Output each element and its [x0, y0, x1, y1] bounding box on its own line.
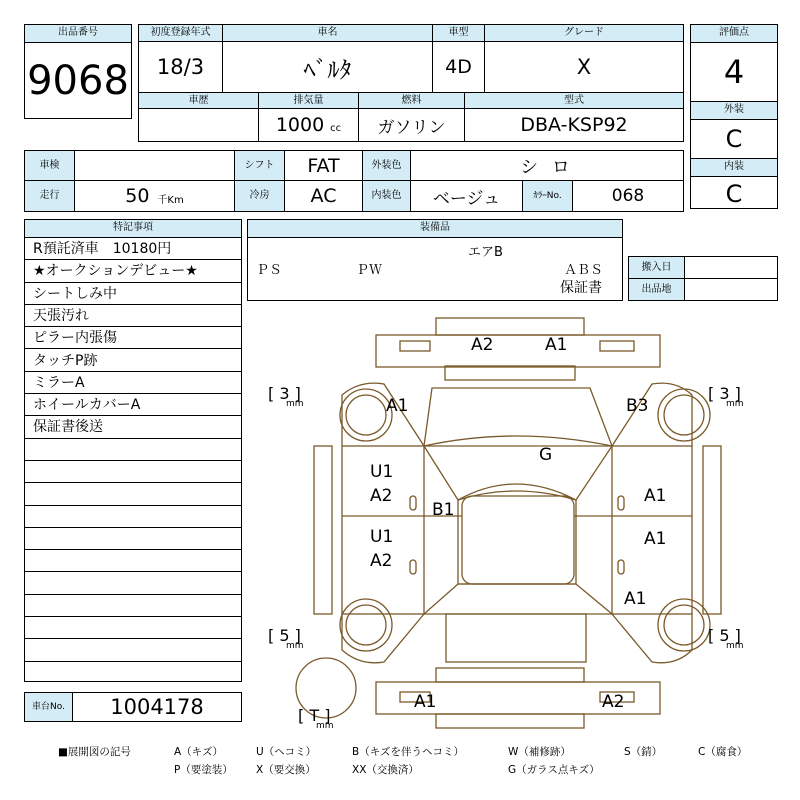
shift-value: FAT: [285, 151, 363, 181]
history-label: 車歴: [139, 92, 259, 109]
tire-front-right-unit: mm: [726, 399, 744, 409]
rear-glass-outline: [424, 584, 612, 614]
body-type-label: 車型: [433, 25, 485, 42]
equipment-ps: ＰＳ: [256, 263, 283, 278]
registration-label: 初度登録年式: [139, 25, 223, 42]
left-rear-fender: [342, 614, 424, 663]
ac-value: AC: [285, 181, 363, 211]
left-front-fender: [342, 383, 424, 446]
grade-label: グレード: [485, 25, 683, 42]
grade-value: X: [576, 55, 592, 79]
notes-item: 保証書後送: [25, 416, 241, 438]
mark-left-rear-door-u1: U1: [370, 527, 394, 547]
notes-item: シートしみ中: [25, 283, 241, 305]
right-rear-fender: [612, 614, 692, 663]
mark-left-front-fender: A1: [386, 396, 409, 416]
tire-rear-left-unit: mm: [286, 641, 304, 651]
exterior-score-label: 外装: [691, 102, 777, 120]
displacement-label: 排気量: [259, 92, 359, 109]
equipment-abs: ＡＢＳ: [564, 263, 604, 278]
equipment-warranty: 保証書: [560, 280, 602, 296]
overall-score-label: 評価点: [691, 25, 777, 43]
arrival-date-label: 搬入日: [629, 257, 685, 279]
legend-item: S（錆）: [624, 746, 663, 758]
mark-right-rear-fender: A1: [624, 589, 647, 609]
equipment-pw: ＰＷ: [356, 263, 383, 278]
notes-item: R預託済車 10180円: [25, 238, 241, 260]
equipment-title: 装備品: [248, 220, 622, 238]
front-right-wheel: [658, 389, 710, 441]
legend-item: B（キズを伴うヘコミ）: [352, 746, 464, 758]
exterior-color-value: シ ロ: [411, 151, 683, 181]
model-value: DBA-KSP92: [520, 114, 628, 136]
interior-score: C: [725, 180, 743, 208]
mark-rear-bumper-a2: A2: [602, 692, 625, 712]
tire-rear-right-unit: mm: [726, 641, 744, 651]
color-number-value: 068: [611, 186, 645, 206]
tire-front-left: [ 3 ] mm: [268, 384, 304, 409]
legend-item: C（腐食）: [698, 746, 748, 758]
body-type-value: 4D: [433, 42, 485, 92]
mark-front-bumper-a2: A2: [471, 335, 494, 355]
chassis-label: 車台No.: [25, 693, 73, 721]
registration-value: 18/3: [139, 42, 223, 92]
notes-item: ホイールカバーA: [25, 394, 241, 416]
legend-item: W（補修跡）: [508, 746, 571, 758]
mark-left-pillar: B1: [432, 500, 455, 520]
mark-left-front-door-u1: U1: [370, 462, 394, 482]
car-name: ﾍﾞﾙﾀ: [223, 42, 433, 92]
overall-score: 4: [691, 43, 777, 102]
ac-label: 冷房: [235, 181, 285, 211]
roof-outline: [458, 484, 576, 584]
car-name-label: 車名: [223, 25, 433, 42]
mark-right-rear-door: A1: [644, 529, 667, 549]
exterior-color-label: 外装色: [363, 151, 411, 181]
displacement-unit: cc: [330, 122, 342, 134]
tire-rear-left-value: 5: [279, 626, 290, 645]
tire-rear-right-value: 5: [719, 626, 730, 645]
fuel-value: ガソリン: [359, 109, 465, 141]
mark-rear-bumper-a1: A1: [414, 692, 437, 712]
fuel-label: 燃料: [359, 92, 465, 109]
tire-rear-right: [ 5 ] mm: [708, 626, 744, 651]
rear-right-wheel: [658, 599, 710, 651]
interior-score-label: 内装: [691, 159, 777, 177]
displacement-number: 1000: [275, 114, 325, 136]
right-front-fender: [612, 383, 692, 446]
mark-left-front-door-a2: A2: [370, 486, 393, 506]
notes-item: ミラーA: [25, 372, 241, 394]
notes-item: 天張汚れ: [25, 305, 241, 327]
interior-color-value: ベージュ: [411, 181, 523, 211]
exterior-score: C: [691, 120, 777, 159]
inspection-label: 車検: [25, 151, 75, 181]
legend-item: U（ヘコミ）: [256, 746, 317, 758]
lot-number-label: 出品番号: [25, 25, 131, 43]
trunk-outline: [446, 614, 586, 662]
mark-right-front-door: A1: [644, 486, 667, 506]
legend-item: P（要塗装）: [174, 764, 233, 776]
front-left-wheel: [340, 389, 392, 441]
mark-right-front-fender: B3: [626, 396, 649, 416]
lot-number: 9068: [27, 58, 129, 104]
tire-front-left-value: 3: [279, 384, 290, 403]
rear-left-wheel: [340, 599, 392, 651]
mileage-unit: 千Km: [157, 195, 184, 206]
mileage-number: 50: [125, 185, 150, 207]
color-number-label: ｶﾗｰNo.: [523, 181, 573, 211]
tire-spare-value: T: [309, 706, 320, 725]
tire-front-right-value: 3: [719, 384, 730, 403]
shift-label: シフト: [235, 151, 285, 181]
mark-windshield: G: [539, 445, 553, 465]
mark-left-rear-door-a2: A2: [370, 551, 393, 571]
notes-item: ★オークションデビュー★: [25, 260, 241, 282]
equipment-airbag: エアB: [468, 245, 503, 260]
model-label: 型式: [465, 92, 683, 109]
legend-item: XX（交換済）: [352, 764, 419, 776]
mileage-label: 走行: [25, 181, 75, 211]
tire-spare: [ T ] mm: [298, 706, 334, 731]
tire-front-right: [ 3 ] mm: [708, 384, 744, 409]
tire-rear-left: [ 5 ] mm: [268, 626, 304, 651]
tire-front-left-unit: mm: [286, 399, 304, 409]
legend-item: A（キズ）: [174, 746, 223, 758]
notes-item: タッチP跡: [25, 350, 241, 372]
notes-title: 特記事項: [25, 220, 241, 238]
tire-spare-unit: mm: [316, 721, 334, 731]
chassis-number: 1004178: [110, 695, 204, 719]
hood-outline: [424, 388, 612, 446]
mark-front-bumper-a1: A1: [545, 335, 568, 355]
legend-item: G（ガラス点キズ）: [508, 764, 600, 776]
interior-color-label: 内装色: [363, 181, 411, 211]
legend-title: ■展開図の記号: [58, 746, 131, 758]
legend-item: X（要交換）: [256, 764, 316, 776]
notes-item: ピラー内張傷: [25, 327, 241, 349]
origin-label: 出品地: [629, 279, 685, 300]
